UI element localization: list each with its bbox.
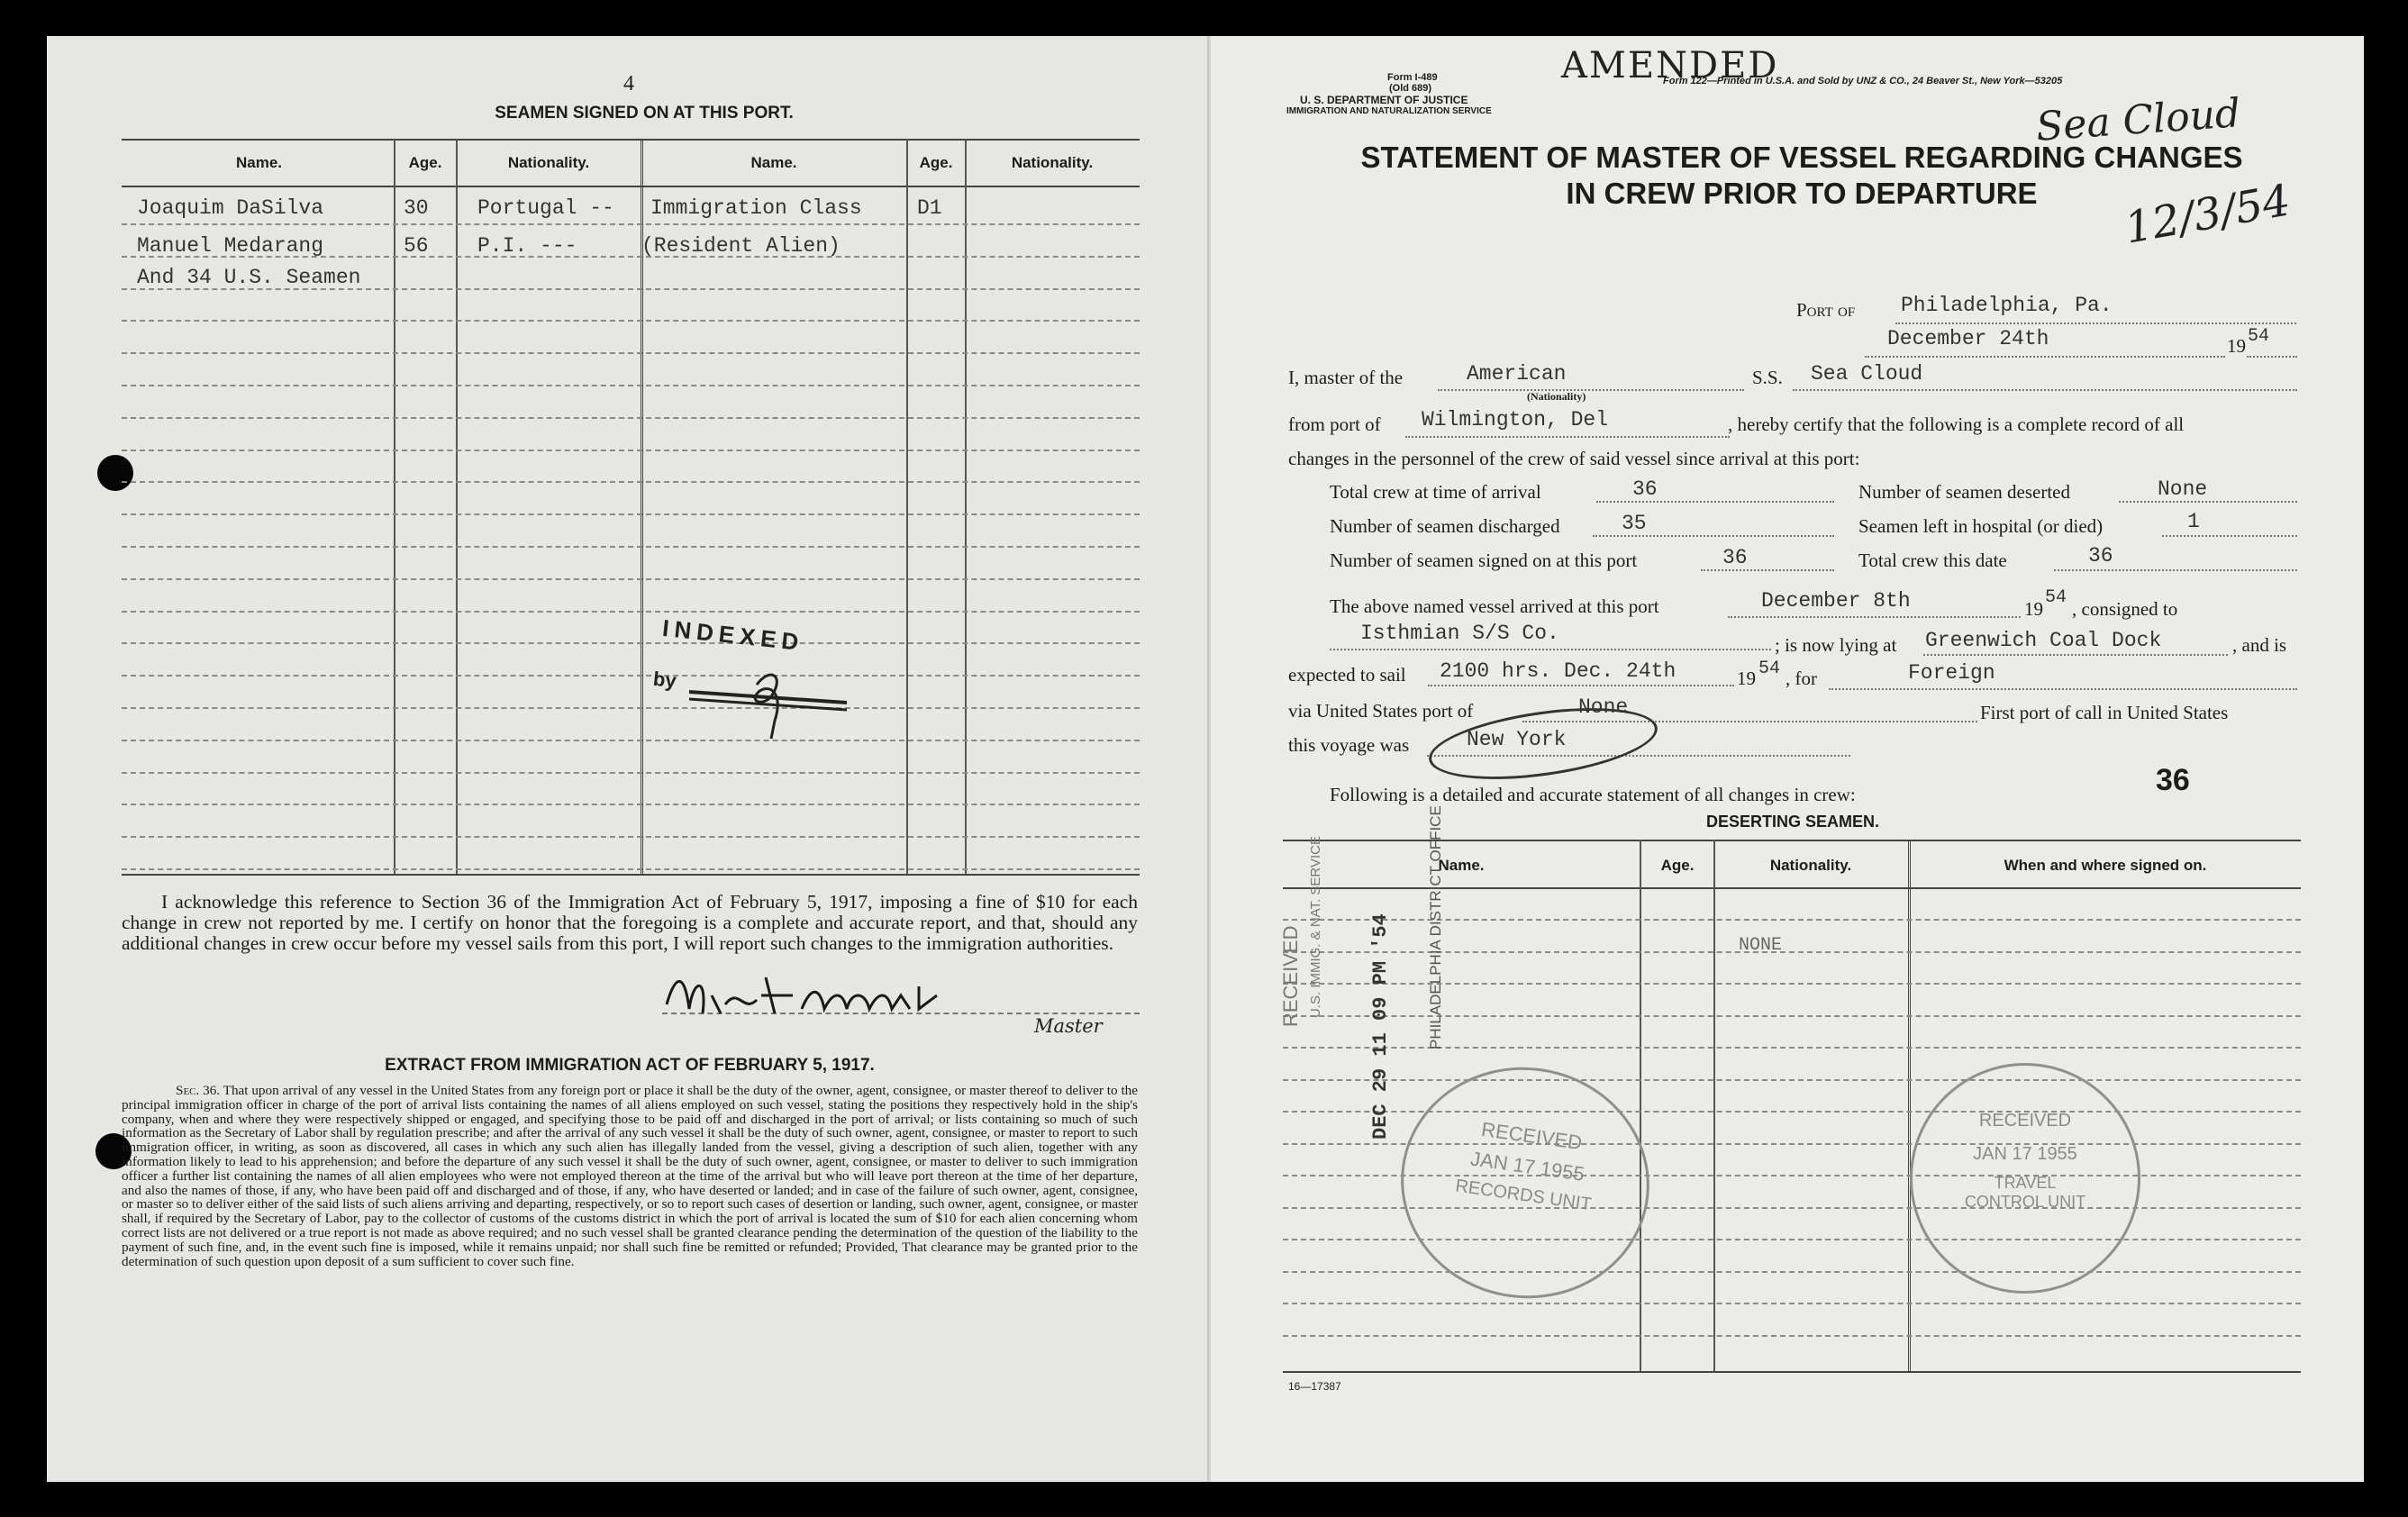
table-col-divider [456,139,458,874]
table-row-rule [122,546,1140,548]
total-crew-date-label: Total crew this date [1858,550,2007,571]
expected-line [1428,685,1734,686]
service-name: IMMIGRATION AND NATURALIZATION SERVICE [1286,106,1492,116]
table-row-rule [122,772,1140,774]
table-row-rule [1283,1271,2301,1273]
department-name: U. S. DEPARTMENT OF JUSTICE [1300,94,1468,106]
travel-control-stamp [1910,1063,2140,1294]
expected-label: expected to sail [1288,664,1406,686]
vessel-type: S.S. [1752,367,1783,388]
port-label: Port of [1796,299,1856,321]
signed-on-label: Number of seamen signed on at this port [1330,550,1638,571]
col-header-age-2: Age. [919,154,953,171]
travel-stamp-unit: TRAVEL CONTROL UNIT [1964,1174,2086,1211]
table-row-rule [122,707,1140,709]
received-service-vertical: U.S. IMMIG. & NAT. SERVICE [1308,836,1323,1018]
amended-handwritten: AMENDED [1561,45,1779,86]
deserted-label: Number of seamen deserted [1858,481,2070,503]
year-line [2247,356,2297,358]
extract-title: EXTRACT FROM IMMIGRATION ACT OF FEBRUARY 5, 1917. [385,1056,875,1075]
table-row-rule [122,513,1140,515]
right-page [1211,36,2364,1482]
vessel-name-line [1793,389,2297,391]
arrived-label: The above named vessel arrived at this port [1330,595,1659,617]
vessel-name-handwritten: Sea Cloud [2034,90,2242,150]
master-signature [658,968,1063,1022]
table-row-rule [122,642,1140,644]
table-row-rule [1283,1303,2301,1304]
table-row-rule [122,868,1140,870]
table-row-rule [1283,1079,2301,1081]
total-crew-arrival-value: 36 [1632,477,1658,501]
seamen-signed-on-title: SEAMEN SIGNED ON AT THIS PORT. [495,104,794,123]
signed-on-value: 36 [1722,546,1748,569]
voyage-value: New York [1467,728,1567,751]
discharged-line [1593,535,1834,537]
row-2-name: Manuel Medarang [137,234,324,258]
table-row-rule [122,578,1140,580]
from-port-value: Wilmington, Del [1422,408,1609,431]
records-stamp-unit: RECORDS UNIT [1454,1176,1593,1215]
table-row-rule [122,223,1140,225]
table-col-divider [394,139,395,874]
records-stamp-date: JAN 17 1955 [1468,1147,1586,1185]
nationality-value: American [1467,362,1567,386]
consignee-value: Isthmian S/S Co. [1360,622,1559,645]
discharged-value: 35 [1622,512,1647,535]
col-header-name-2: Name. [750,154,797,171]
year-value: 54 [2248,326,2270,347]
for-label: , for [1786,668,1817,689]
travel-stamp-received: RECEIVED [1978,1111,2072,1131]
hospital-label: Seamen left in hospital (or died) [1858,515,2104,537]
table-row-rule [122,481,1140,483]
table-row-rule [1283,1335,2301,1337]
col-header-nationality: Nationality. [507,154,590,171]
indexed-stamp: INDEXED [660,613,805,657]
form-title-line-1: STATEMENT OF MASTER OF VESSEL REGARDING CHANGES [1360,141,2243,174]
table-row-rule [122,740,1140,741]
hospital-line [2162,535,2297,537]
table-row-rule [122,675,1140,677]
deserting-col-name: Name. [1438,857,1485,874]
table-top-rule [122,139,1140,141]
expected-year: 54 [1758,659,1781,679]
arrived-year-prefix: 19 [2024,598,2043,620]
date-handwritten: 12/3/54 [2121,175,2294,254]
extract-text: That upon arrival of any vessel in the United States from any foreign port or place it shall be the duty of the owner, agent, consignee, or master thereof to deliver to the principal immigration officer in charge of the port of arrival lists containing the names of all aliens employed on such vessel, stating the positions they respectively hold in the ship's company, when and where they were respectively shipped or engaged, and specifying those to be paid off and discharged in the port of arrival; or lists containing so much of such information as the Secretary of Labor shall by regulation prescribe; and after the arrival of any such vessel it shall be the duty of such owner, agent, consignee, or master to report to such immigration officer, in writing, as soon as discovered, all cases in which any such alien has illegally landed from the vessel, giving a description of such alien, together with any information likely to lead to his apprehension; and before the departure of any such vessel it shall be the duty of such owner, agent, consignee, or master to deliver to such immigration officer a further list containing the names of all alien employees who were not employed thereon at the time of the arrival but who will leave port thereon at the time of her departure, and also the names of those, if any, who have been paid off and discharged and of those, if any, who have deserted or landed; and in case of the failure of such owner, agent, consignee, or master so to deliver either of the said lists of such aliens arriving and departing, respectively, or so to report such cases of desertion or landing, such owner, agent, consignee, or master shall, if required by the Secretary of Labor, pay to the collector of customs of the customs district in which the port of arrival is located the sum of $10 for each alien concerning whom correct lists are not delivered or a true report is not made as above required; and no such vessel shall be granted clearance pending the determination of the question of the liability to the payment of such fine, and, in the event such fine is imposed, while it remains unpaid; nor shall such fine be remitted or refunded; Provided, That clearance may be granted prior to the determination of such question upon deposit of a sum sufficient to cover such fine. [122,1083,1138,1269]
lying-value: Greenwich Coal Dock [1925,629,2162,652]
expected-year-prefix: 19 [1737,668,1756,689]
deserting-title: DESERTING SEAMEN. [1705,813,1880,831]
port-value: Philadelphia, Pa. [1901,294,2113,317]
total-crew-arrival-line [1596,501,1834,503]
date-line [1865,356,2225,358]
nationality-line [1438,389,1744,391]
row-1-nationality: Portugal -- [477,196,614,220]
total-crew-arrival-label: Total crew at time of arrival [1330,481,1541,503]
arrived-line [1728,616,2021,618]
deserting-col-signed-on: When and where signed on. [2004,857,2207,874]
certify-text: , hereby certify that the following is a complete record of all [1728,413,2185,435]
changes-text: changes in the personnel of the crew of said vessel since arrival at this port: [1288,448,1860,469]
acknowledgment-text: I acknowledge this reference to Section 36 of the Immigration Act of February 5, 1917, imposing a fine of $10 for each change in crew not reported by me. I certify on honor that the foregoing is a complete and accurate report, and that, should any additional changes in crew occur before my vessel sails from this port, I will report such changes to the immigration authorities. [122,891,1138,954]
extract-body [122,1084,1138,1268]
discharged-label: Number of seamen discharged [1330,515,1560,537]
total-crew-date-line [2054,569,2297,571]
first-port-label: First port of call in United States [1980,702,2229,723]
received-district-vertical: PHILADELPHIA DISTRICT OFFICE [1427,805,1444,1049]
hospital-value: 1 [2187,510,2200,533]
col-header-name: Name. [235,154,283,171]
master-label: Master [1034,1015,1103,1037]
indexed-initial-signature [685,667,865,748]
form-old-number: (Old 689) [1389,83,1432,94]
table-row-rule [122,611,1140,613]
lying-label: ; is now lying at [1775,634,1897,656]
deserting-none: NONE [1739,935,1783,956]
col-header-age: Age. [408,154,442,171]
form-number: Form I-489 [1387,72,1438,83]
table-col-divider [906,139,908,874]
row-1-age: 30 [404,196,429,220]
via-label: via United States port of [1288,700,1474,722]
consignee-line [1330,649,1771,650]
punch-hole-top [97,455,133,491]
consigned-label: , consigned to [2072,598,2178,620]
crew-count-note: 36 [2156,763,2190,797]
page-number: 4 [623,72,634,95]
form-title [1297,140,2306,212]
deserting-table-bottom-rule [1283,1371,2301,1373]
row-1-class-code: D1 [917,196,942,220]
row-2-resident-alien: (Resident Alien) [641,234,841,258]
deserting-col-nationality: Nationality. [1769,857,1852,874]
extract-section-number: Sec. 36. [176,1083,221,1098]
table-col-divider [965,139,967,874]
following-text: Following is a detailed and accurate statement of all changes in crew: [1330,784,1856,805]
table-row-rule [122,450,1140,451]
total-crew-date-value: 36 [2088,544,2113,568]
from-port-line [1405,436,1730,438]
signed-on-line [1701,569,1834,571]
row-1-name: Joaquim DaSilva [137,196,324,220]
table-row-rule [122,417,1140,419]
arrived-year: 54 [2045,587,2067,608]
deserting-col-age: Age. [1660,857,1695,874]
expected-value: 2100 hrs. Dec. 24th [1440,659,1677,683]
year-prefix: 19 [2227,335,2246,357]
deserted-value: None [2158,477,2208,501]
table-row-rule [122,836,1140,838]
indexed-by-label: by [651,667,677,693]
form-title-line-2: IN CREW PRIOR TO DEPARTURE [1566,177,2038,210]
footer-code: 16—17387 [1288,1380,1341,1393]
row-3-name: And 34 U.S. Seamen [137,266,361,289]
voyage-label: this voyage was [1288,734,1410,756]
from-port-label: from port of [1288,413,1381,435]
nationality-caption: (Nationality) [1527,390,1586,403]
received-date-vertical: DEC 29 11 09 PM '54 [1369,913,1392,1140]
received-stamp-vertical: RECEIVED [1279,925,1302,1027]
row-1-immigration-class: Immigration Class [650,196,862,220]
port-line [1895,322,2296,324]
table-row-rule [122,385,1140,386]
lying-line [1923,654,2228,656]
for-line [1829,688,2297,690]
deserted-line [2119,501,2297,503]
records-stamp-received: RECEIVED [1479,1117,1584,1155]
vessel-name: Sea Cloud [1811,362,1923,386]
table-header-rule [122,186,1140,187]
date-value: December 24th [1887,327,2049,350]
row-2-nationality: P.I. --- [477,234,577,258]
table-row-rule [122,804,1140,805]
printer-imprint: Form 122—Printed in U.S.A. and Sold by UNZ & CO., 24 Beaver St., New York—53205 [1663,76,2063,86]
table-bottom-rule [122,874,1140,876]
table-row-rule [122,352,1140,354]
travel-stamp-date: JAN 17 1955 [1973,1144,2077,1164]
master-of-label: I, master of the [1288,367,1404,388]
arrived-value: December 8th [1761,589,1911,613]
and-is-label: , and is [2232,634,2287,656]
table-row-rule [122,320,1140,322]
col-header-nationality-2: Nationality. [1011,154,1094,171]
row-2-age: 56 [404,234,429,258]
for-value: Foreign [1908,661,1995,685]
via-value: None [1578,695,1629,719]
